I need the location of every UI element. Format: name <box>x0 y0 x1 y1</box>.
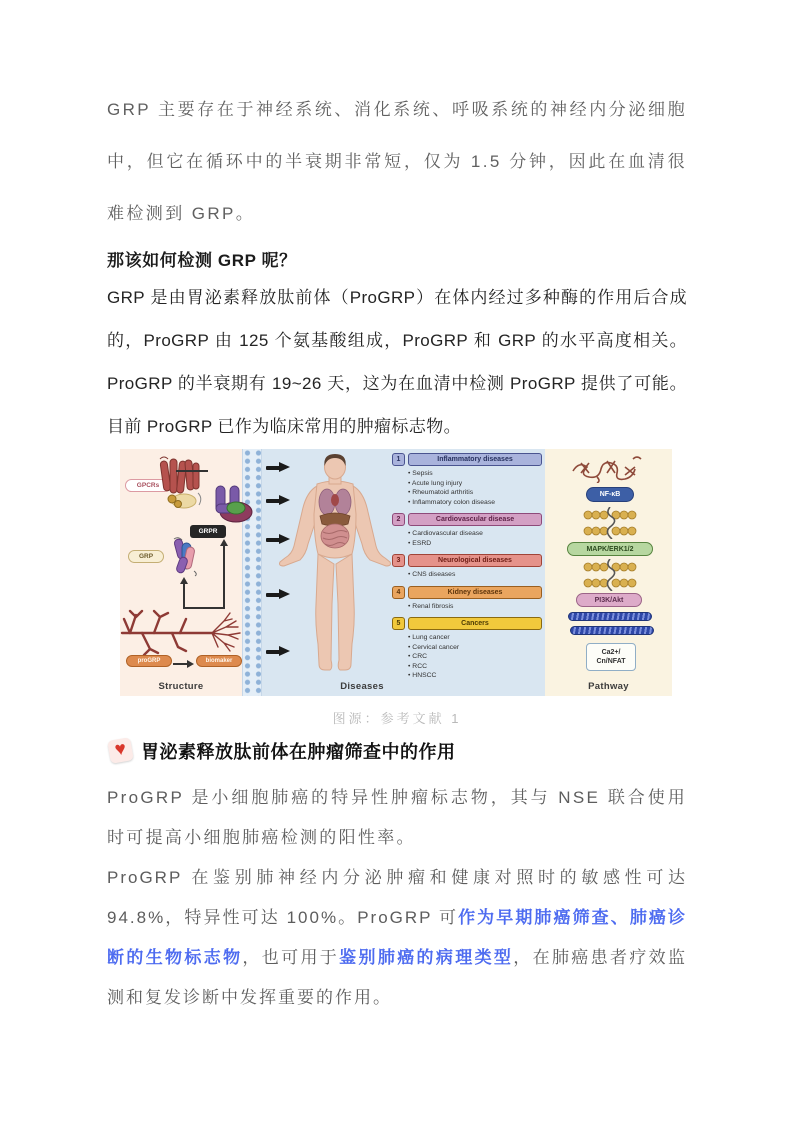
paragraph-progrp-sclc: ProGRP 是小细胞肺癌的特异性肿瘤标志物，其与 NSE 联合使用时可提高小细胞肺癌检测的阳性率。 <box>107 788 687 847</box>
structure-caption: Structure <box>158 681 204 692</box>
grpr-receptor-icon <box>206 482 254 524</box>
grp-label: GRP <box>128 550 164 563</box>
gpcr-protein-icon <box>154 455 206 511</box>
category-number-badge: 2 <box>392 513 405 526</box>
section-heading-text: 胃泌素释放肽前体在肿瘤筛查中的作用 <box>141 741 456 762</box>
disease-category-kidney <box>392 586 542 612</box>
filament-coil-icon <box>568 612 652 621</box>
neuron-to-grp-arrow <box>183 583 185 609</box>
list-item: • Cervical cancer <box>408 643 542 653</box>
category-item-list <box>408 633 542 681</box>
category-title: Neurological diseases <box>408 554 542 567</box>
list-item: • Sepsis <box>408 469 542 479</box>
mapk-erk-label: MAPK/ERK1/2 <box>567 542 653 556</box>
category-number-badge: 4 <box>392 586 405 599</box>
figure-progrp-overview <box>120 449 672 696</box>
human-body-anatomy-illustration <box>270 454 400 676</box>
disease-category-inflammatory <box>392 453 542 507</box>
disease-category-neurological <box>392 554 542 580</box>
list-item: • Rheumatoid arthritis <box>408 488 542 498</box>
biomaker-label: biomaker <box>196 655 242 667</box>
paragraph-progrp-sensitivity <box>107 858 687 1018</box>
ca-cn-nfat-label <box>586 643 636 671</box>
list-item: • Acute lung injury <box>408 479 542 489</box>
category-number-badge: 3 <box>392 554 405 567</box>
heading-how-to-detect-grp: 那该如何检测 GRP 呢？ <box>107 251 297 270</box>
category-number-badge: 1 <box>392 453 405 466</box>
list-item: • Renal fibrosis <box>408 602 542 612</box>
paragraph-progrp-explain: GRP 是由胃泌素释放肽前体（ProGRP）在体内经过多种酶的作用后合成的，ProGRP 由 125 个氨基酸组成，ProGRP 和 GRP 的水平高度相关。ProGRP 的半衰期有 19~26 天，这为在血清中检测 ProGRP 提供了可能。目前 ProGRP 已作为临床常用的肿瘤标志物。 <box>107 288 687 436</box>
category-item-list <box>408 570 542 580</box>
list-item: • ESRD <box>408 539 542 549</box>
figure-source-caption: 图源：参考文献 1 <box>332 711 462 726</box>
pi3k-akt-label: PI3K/Akt <box>576 593 642 607</box>
filament-coil-icon <box>570 626 654 635</box>
membrane-fragment-icon <box>582 559 638 591</box>
disease-category-cardiovascular <box>392 513 542 548</box>
heart-icon: ♥ <box>107 737 134 764</box>
list-item: • HNSCC <box>408 671 542 681</box>
nfkb-label: NF-κB <box>586 487 634 502</box>
list-item: • Inflammatory colon disease <box>408 498 542 508</box>
para4-seg5: ，在肺癌患者疗效监测和复发诊断中发挥重要的作用。 <box>107 948 688 1007</box>
pathway-caption: Pathway <box>588 681 629 692</box>
category-title: Cancers <box>408 617 542 630</box>
diseases-caption: Diseases <box>340 681 384 692</box>
section-heading-tumor-screening <box>107 737 687 764</box>
receptor-to-gpcr-arrow <box>176 470 208 472</box>
list-item: • CNS diseases <box>408 570 542 580</box>
category-item-list <box>408 469 542 507</box>
ca-line2: Cn/NFAT <box>596 658 626 665</box>
chromatin-icon <box>567 453 643 483</box>
para4-highlight-early-screening: 作为早期肺癌筛查、肺癌诊断的生物标志物 <box>107 908 687 967</box>
paragraph-grp-intro: GRP 主要存在于神经系统、消化系统、呼吸系统的神经内分泌细胞中，但它在循环中的半衰期非常短，仅为 1.5 分钟，因此在血清很难检测到 GRP。 <box>107 100 687 223</box>
ca-line1: Ca2+/ <box>601 649 621 656</box>
list-item: • Lung cancer <box>408 633 542 643</box>
grpr-label: GRPR <box>190 525 226 538</box>
disease-category-list <box>392 453 542 687</box>
category-title: Cardiovascular disease <box>408 513 542 526</box>
gpcrs-label: GPCRs <box>125 479 171 492</box>
category-title: Inflammatory diseases <box>408 453 542 466</box>
list-item: • Cardiovascular disease <box>408 529 542 539</box>
progrp-label: proGRP <box>126 655 172 667</box>
neuron-icon <box>120 607 255 657</box>
disease-category-cancers <box>392 617 542 681</box>
category-item-list <box>408 529 542 548</box>
para4-seg3: ，也可用于 <box>242 948 340 967</box>
list-item: • RCC <box>408 662 542 672</box>
para4-seg1: ProGRP 在鉴别肺神经内分泌肿瘤和健康对照时的敏感性可达 94.8%，特异性可达 100%。ProGRP 可 <box>107 868 687 927</box>
neuron-to-grpr-arrow <box>223 545 225 609</box>
membrane-fragment-icon <box>582 507 638 539</box>
progrp-to-biomaker-arrow <box>173 660 195 668</box>
category-number-badge: 5 <box>392 617 405 630</box>
grp-peptide-icon <box>170 537 204 577</box>
para4-highlight-pathology-type: 鉴别肺癌的病理类型 <box>339 948 514 967</box>
list-item: • CRC <box>408 652 542 662</box>
category-item-list <box>408 602 542 612</box>
category-title: Kidney diseases <box>408 586 542 599</box>
